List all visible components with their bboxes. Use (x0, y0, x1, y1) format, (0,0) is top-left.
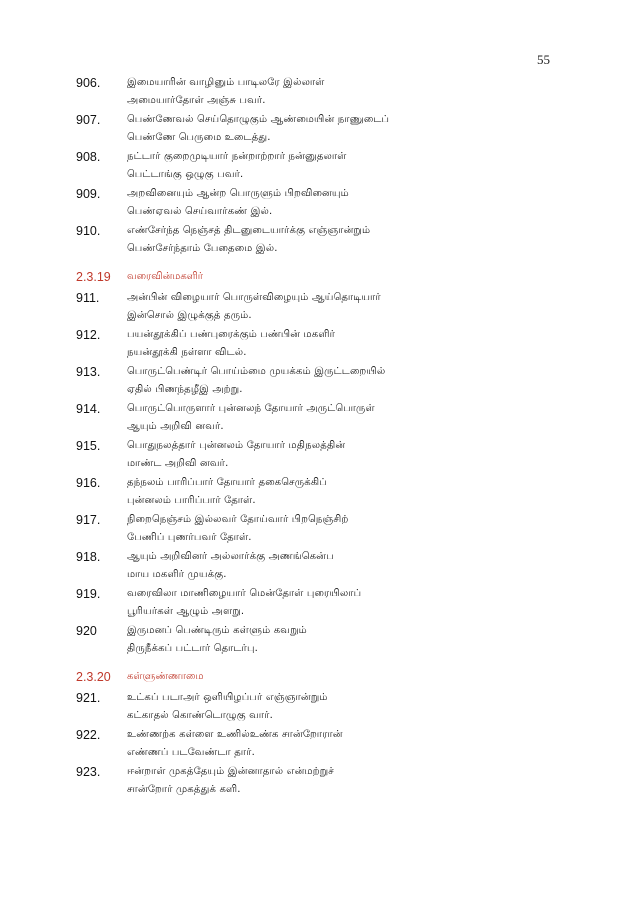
verse-line-1: பயன்தூக்கிப் பண்புரைக்கும் பண்பின் மகளிர் (127, 329, 336, 340)
verse-line-1: ஆயும் அறிவினர் அல்லார்க்கு அணங்கென்ப (127, 551, 334, 562)
verse-number: 907. (76, 113, 101, 127)
verse-910 (76, 222, 566, 259)
verse-line-2: பூரியர்கள் ஆழும் அளறு. (127, 606, 245, 617)
section-heading-2-3-20 (76, 667, 566, 689)
verse-908 (76, 148, 566, 185)
verse-line-1: நிறைநெஞ்சம் இல்லவர் தோய்வார் பிறநெஞ்சிற் (127, 514, 349, 525)
verse-923 (76, 763, 566, 800)
verse-line-1: எண்சேர்ந்த நெஞ்சத் திடனுடையார்க்கு எஞ்ஞான்றும் (127, 225, 371, 236)
verse-line-2: இன்சொல் இழுக்குத் தரும். (127, 310, 252, 321)
verse-line-1: தந்நலம் பாரிப்பார் தோயார் தகைசெருக்கிப் (127, 477, 327, 488)
verse-921 (76, 689, 566, 726)
verse-line-2: புன்னலம் பாரிப்பார் தோள். (127, 495, 256, 506)
verse-number: 908. (76, 150, 101, 164)
verse-number: 915. (76, 439, 101, 453)
verse-line-2: அமையார்தோள் அஞ்சு பவர். (127, 95, 266, 106)
verse-line-2: ஏதில் பிணந்தழீஇ அற்று. (127, 384, 243, 395)
verse-number: 918. (76, 550, 101, 564)
verse-line-2: எண்ணப் படவேண்டா தார். (127, 747, 255, 758)
verse-line-1: வரைவிலா மாணிழையார் மென்தோள் புரையிலாப் (127, 588, 362, 599)
verse-line-1: உண்ணற்க கள்ளை உணில்உண்க சான்றோரான் (127, 729, 343, 740)
verse-number: 909. (76, 187, 101, 201)
verse-line-1: இமையாரின் வாழினும் பாடிலரே இல்லாள் (127, 77, 325, 88)
verse-914 (76, 400, 566, 437)
verse-line-1: இருமனப் பெண்டிரும் கள்ளும் கவறும் (127, 625, 307, 636)
section-number: 2.3.20 (76, 670, 111, 684)
verse-number: 913. (76, 365, 101, 379)
verse-line-2: ஆயும் அறிவி னவர். (127, 421, 224, 432)
verse-line-2: பெண்ஏவல் செய்வார்கண் இல். (127, 206, 273, 217)
verse-line-1: உட்கப் படாஅர் ஒளியிழப்பர் எஞ்ஞான்றும் (127, 692, 328, 703)
verse-line-2: கட்காதல் கொண்டொழுகு வார். (127, 710, 273, 721)
section-number: 2.3.19 (76, 270, 111, 284)
verse-number: 906. (76, 76, 101, 90)
verse-line-2: பெண்சேர்ந்தாம் பேதைமை இல். (127, 243, 278, 254)
verse-number: 914. (76, 402, 101, 416)
verse-number: 921. (76, 691, 101, 705)
verse-917 (76, 511, 566, 548)
verse-line-1: பொருட்பெண்டிர் பொய்ம்மை முயக்கம் இருட்டறையில் (127, 366, 386, 377)
verse-number: 920 (76, 624, 97, 638)
verse-911 (76, 289, 566, 326)
verse-line-1: பொருட்பொருளார் புன்னலந் தோயார் அருட்பொருள் (127, 403, 375, 414)
verse-913 (76, 363, 566, 400)
verse-918 (76, 548, 566, 585)
verse-number: 919. (76, 587, 101, 601)
verse-916 (76, 474, 566, 511)
page-number: 55 (537, 52, 550, 67)
verse-number: 910. (76, 224, 101, 238)
verse-list (76, 74, 566, 800)
verse-909 (76, 185, 566, 222)
verse-number: 916. (76, 476, 101, 490)
verse-line-2: நயன்தூக்கி நள்ளா விடல். (127, 347, 247, 358)
verse-line-1: பொதுநலத்தார் புன்னலம் தோயார் மதிநலத்தின் (127, 440, 346, 451)
section-title: கள்ளுண்ணாமை (127, 671, 204, 682)
section-title: வரைவின்மகளிர் (127, 271, 203, 282)
verse-line-2: மாய மகளிர் முயக்கு. (127, 569, 227, 580)
section-gap (76, 659, 566, 667)
verse-line-2: பெண்ணே பெருமை உடைத்து. (127, 132, 271, 143)
verse-number: 922. (76, 728, 101, 742)
verse-907 (76, 111, 566, 148)
section-heading-2-3-19 (76, 267, 566, 289)
section-gap (76, 259, 566, 267)
verse-line-2: சான்றோர் முகத்துக் களி. (127, 784, 241, 795)
verse-915 (76, 437, 566, 474)
verse-906 (76, 74, 566, 111)
verse-line-2: பேணிப் புணர்பவர் தோள். (127, 532, 252, 543)
verse-919 (76, 585, 566, 622)
verse-number: 923. (76, 765, 101, 779)
verse-number: 917. (76, 513, 101, 527)
verse-line-1: ஈன்றாள் முகத்தேயும் இன்னாதால் என்மற்றுச் (127, 766, 335, 777)
verse-line-2: மாண்ட அறிவி னவர். (127, 458, 229, 469)
verse-line-1: அறவினையும் ஆன்ற பொருளும் பிறவினையும் (127, 188, 349, 199)
verse-line-1: பெண்ணேவல் செய்தொழுகும் ஆண்மையின் நாணுடைப் (127, 114, 390, 125)
verse-line-2: திருநீக்கப் பட்டார் தொடர்பு. (127, 643, 258, 654)
verse-920 (76, 622, 566, 659)
verse-line-1: அன்பின் விழையார் பொருள்விழையும் ஆய்தொடியார் (127, 292, 381, 303)
verse-922 (76, 726, 566, 763)
verse-line-1: நட்டார் குறைமுடியார் நன்றாற்றார் நன்னுதலாள் (127, 151, 347, 162)
verse-912 (76, 326, 566, 363)
verse-line-2: பெட்டாங்கு ஒழுகு பவர். (127, 169, 244, 180)
verse-number: 912. (76, 328, 101, 342)
verse-number: 911. (76, 291, 100, 305)
